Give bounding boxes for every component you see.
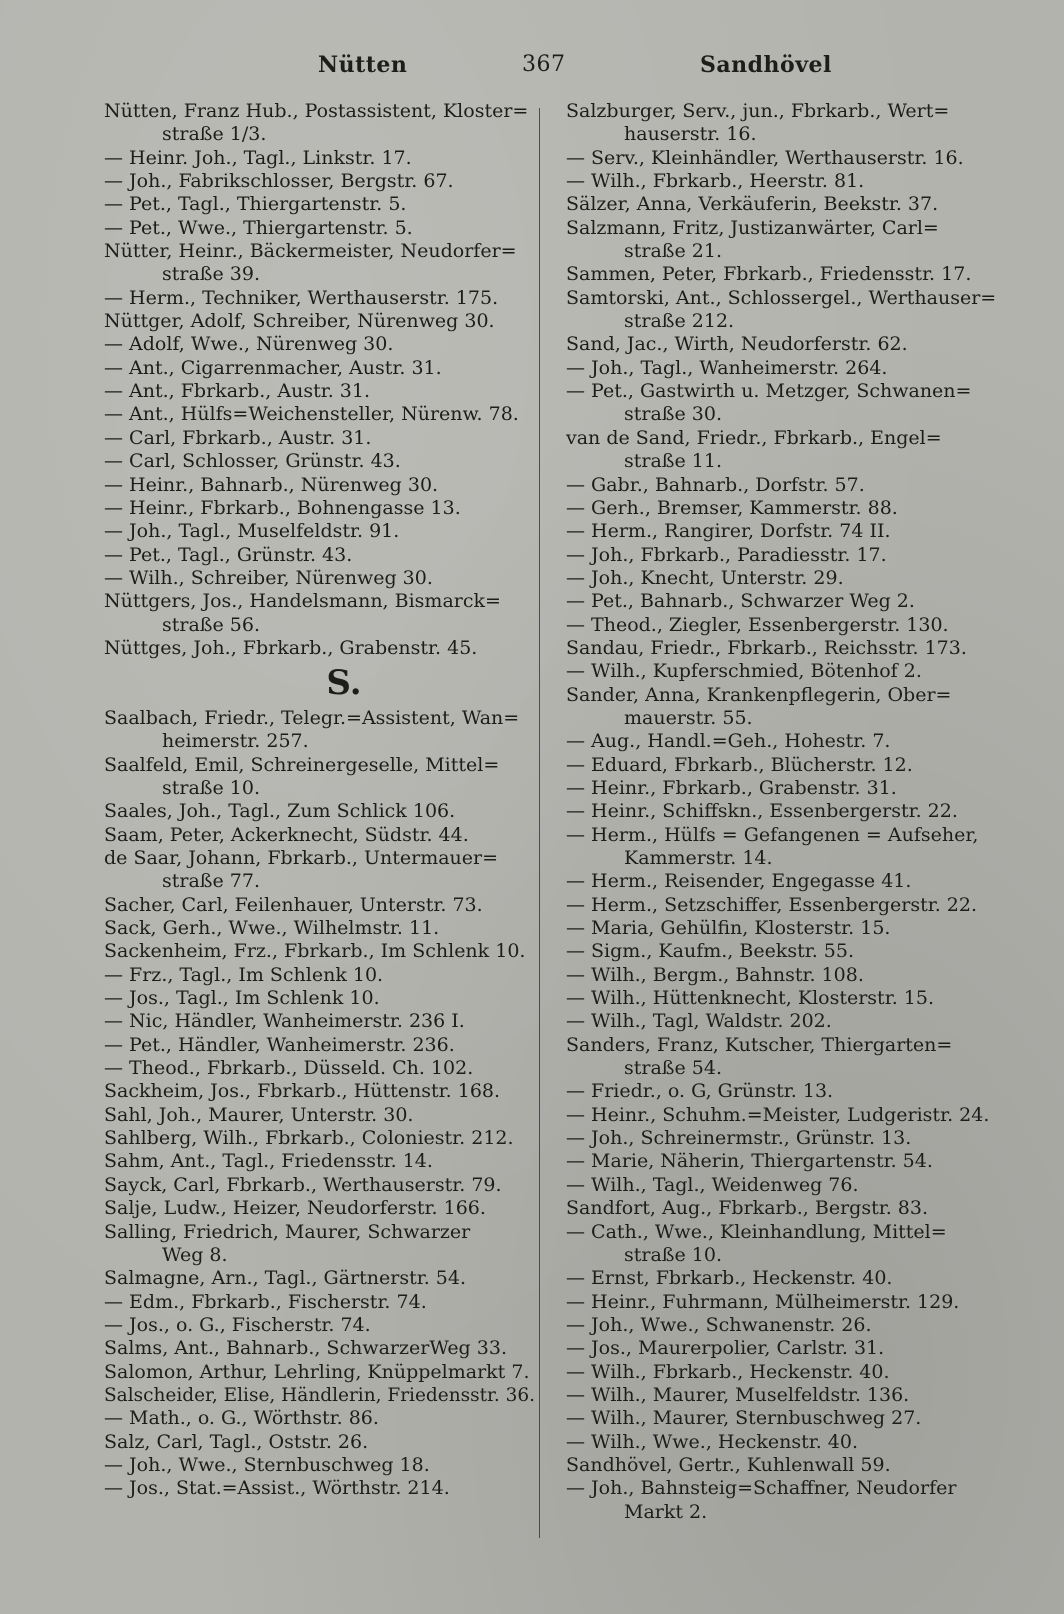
section-letter: S. [326,663,362,704]
directory-entry: Sacher, Carl, Feilenhauer, Unterstr. 73. [104,893,483,916]
directory-entry: Sand, Jac., Wirth, Neudorferstr. 62. [566,333,908,356]
directory-entry: — Joh., Wwe., Schwanenstr. 26. [566,1313,872,1336]
directory-entry: — Jos., o. G., Fischerstr. 74. [104,1313,371,1336]
directory-entry: — Herm., Reisender, Engegasse 41. [566,870,912,893]
directory-entry: Nüttger, Adolf, Schreiber, Nürenweg 30. [104,310,495,333]
directory-entry: — Joh., Fbrkarb., Paradiesstr. 17. [566,543,887,566]
directory-entry: — Heinr., Schiffskn., Essenbergerstr. 22. [566,800,958,823]
directory-entry: — Wilh., Tagl, Waldstr. 202. [566,1010,832,1033]
directory-entry: Salmagne, Arn., Tagl., Gärtnerstr. 54. [104,1267,466,1290]
directory-entry: — Ant., Cigarrenmacher, Austr. 31. [104,356,442,379]
directory-entry: — Gabr., Bahnarb., Dorfstr. 57. [566,473,865,496]
directory-entry: Salomon, Arthur, Lehrling, Knüppelmarkt 7. [104,1360,530,1383]
directory-entry: Salje, Ludw., Heizer, Neudorferstr. 166. [104,1197,486,1220]
header-right-keyword: Sandhövel [700,52,832,78]
directory-entry: — Wilh., Bergm., Bahnstr. 108. [566,963,864,986]
directory-entry: Saales, Joh., Tagl., Zum Schlick 106. [104,800,456,823]
directory-entry: Sammen, Peter, Fbrkarb., Friedensstr. 17. [566,263,972,286]
directory-entry: van de Sand, Friedr., Fbrkarb., Engel= straße 11. [566,426,942,473]
directory-entry: — Joh., Tagl., Muselfeldstr. 91. [104,520,400,543]
directory-entry: — Wilh., Maurer, Muselfeldstr. 136. [566,1383,910,1406]
directory-entry: — Heinr., Fbrkarb., Bohnengasse 13. [104,496,461,519]
directory-entry: — Math., o. G., Wörthstr. 86. [104,1407,379,1430]
directory-entry: — Adolf, Wwe., Nürenweg 30. [104,333,394,356]
directory-entry: — Serv., Kleinhändler, Werthauserstr. 16. [566,146,964,169]
directory-entry: Sälzer, Anna, Verkäuferin, Beekstr. 37. [566,193,939,216]
page-header [0,46,1064,86]
directory-entry: — Joh., Fabrikschlosser, Bergstr. 67. [104,170,454,193]
directory-entry: — Aug., Handl.=Geh., Hohestr. 7. [566,730,891,753]
directory-entry: — Wilh., Schreiber, Nürenweg 30. [104,566,433,589]
directory-entry: — Friedr., o. G, Grünstr. 13. [566,1080,834,1103]
directory-entry: Salzmann, Fritz, Justizanwärter, Carl= straße 21. [566,216,939,263]
directory-entry: Nüttgers, Jos., Handelsmann, Bismarck= straße 56. [104,590,501,636]
directory-entry: — Wilh., Kupferschmied, Bötenhof 2. [566,660,922,683]
directory-entry: Saam, Peter, Ackerknecht, Südstr. 44. [104,823,469,846]
directory-entry: — Heinr., Fuhrmann, Mülheimerstr. 129. [566,1290,960,1313]
left-column [104,100,544,1501]
directory-entry: — Cath., Wwe., Kleinhandlung, Mittel= straße 10. [566,1220,947,1266]
directory-entry: Sahm, Ant., Tagl., Friedensstr. 14. [104,1150,433,1173]
directory-entry: — Carl, Schlosser, Grünstr. 43. [104,450,401,473]
directory-entry: Sahl, Joh., Maurer, Unterstr. 30. [104,1103,414,1126]
page-number: 367 [522,52,566,77]
directory-entry: — Wilh., Fbrkarb., Heerstr. 81. [566,170,865,193]
header-left-keyword: Nütten [318,52,408,78]
directory-entry: Nütten, Franz Hub., Postassistent, Kloster= straße 1/3. [104,100,529,146]
directory-entry: — Pet., Wwe., Thiergartenstr. 5. [104,216,413,239]
directory-entry: — Theod., Ziegler, Essenbergerstr. 130. [566,613,949,636]
directory-entry: Saalbach, Friedr., Telegr.=Assistent, Wan= heimerstr. 257. [104,706,520,753]
directory-entry: — Ernst, Fbrkarb., Heckenstr. 40. [566,1267,893,1290]
directory-entry: — Jos., Maurerpolier, Carlstr. 31. [566,1337,885,1360]
directory-entry: — Pet., Tagl., Thiergartenstr. 5. [104,193,407,216]
directory-entry: — Joh., Tagl., Wanheimerstr. 264. [566,356,888,379]
directory-entry: — Joh., Schreinermstr., Grünstr. 13. [566,1127,912,1150]
directory-entry: Sayck, Carl, Fbrkarb., Werthauserstr. 79. [104,1173,502,1196]
directory-entry: — Joh., Bahnsteig=Schaffner, Neudorfer Markt 2. [566,1477,957,1523]
directory-entry: — Wilh., Wwe., Heckenstr. 40. [566,1430,859,1453]
directory-entry: — Jos., Stat.=Assist., Wörthstr. 214. [104,1477,450,1500]
directory-entry: Salling, Friedrich, Maurer, Schwarzer Weg 8. [104,1220,471,1266]
directory-entry: — Herm., Hülfs = Gefangenen = Aufseher, Kammerstr. 14. [566,823,979,869]
directory-entry: — Jos., Tagl., Im Schlenk 10. [104,987,380,1010]
directory-entry: — Eduard, Fbrkarb., Blücherstr. 12. [566,753,913,776]
directory-entry: — Heinr. Joh., Tagl., Linkstr. 17. [104,146,412,169]
directory-entry: — Sigm., Kaufm., Beekstr. 55. [566,940,854,963]
directory-entry: — Pet., Tagl., Grünstr. 43. [104,543,353,566]
directory-entry: — Herm., Rangirer, Dorfstr. 74 II. [566,520,891,543]
directory-entry: — Joh., Knecht, Unterstr. 29. [566,566,844,589]
directory-entry: Samtorski, Ant., Schlossergel., Werthauser= straße 212. [566,286,997,333]
directory-entry: — Joh., Wwe., Sternbuschweg 18. [104,1453,430,1476]
directory-entry: Sander, Anna, Krankenpflegerin, Ober= mauerstr. 55. [566,683,952,729]
directory-entry: — Pet., Gastwirth u. Metzger, Schwanen= straße 30. [566,380,972,426]
column-divider [539,108,540,1538]
directory-entry: de Saar, Johann, Fbrkarb., Untermauer= straße 77. [104,847,499,893]
directory-entry: — Ant., Fbrkarb., Austr. 31. [104,380,371,403]
directory-entry: Nütter, Heinr., Bäckermeister, Neudorfer= straße 39. [104,240,517,286]
directory-entry: Salzburger, Serv., jun., Fbrkarb., Wert= hauserstr. 16. [566,100,950,146]
directory-entry: Nüttges, Joh., Fbrkarb., Grabenstr. 45. [104,636,478,659]
directory-entry: Sanders, Franz, Kutscher, Thiergarten= straße 54. [566,1033,953,1080]
directory-entry: — Wilh., Tagl., Weidenweg 76. [566,1173,859,1196]
directory-entry: — Wilh., Hüttenknecht, Klosterstr. 15. [566,987,934,1010]
directory-entry: — Marie, Näherin, Thiergartenstr. 54. [566,1150,933,1173]
directory-entry: — Herm., Techniker, Werthauserstr. 175. [104,286,499,309]
directory-entry: Sackheim, Jos., Fbrkarb., Hüttenstr. 168. [104,1080,501,1103]
directory-entry: Sandhövel, Gertr., Kuhlenwall 59. [566,1453,891,1476]
directory-entry: — Heinr., Bahnarb., Nürenweg 30. [104,473,439,496]
directory-entry: Salms, Ant., Bahnarb., SchwarzerWeg 33. [104,1337,507,1360]
directory-entry: Sandfort, Aug., Fbrkarb., Bergstr. 83. [566,1197,929,1220]
directory-entry: — Heinr., Schuhm.=Meister, Ludgeristr. 24. [566,1103,990,1126]
directory-entry: — Wilh., Fbrkarb., Heckenstr. 40. [566,1360,890,1383]
directory-entry: Salscheider, Elise, Händlerin, Friedensstr. 36. [104,1384,536,1406]
directory-entry: — Theod., Fbrkarb., Düsseld. Ch. 102. [104,1057,474,1080]
directory-entry: — Pet., Bahnarb., Schwarzer Weg 2. [566,590,915,613]
directory-entry: — Herm., Setzschiffer, Essenbergerstr. 22. [566,893,978,916]
directory-entry: — Edm., Fbrkarb., Fischerstr. 74. [104,1290,427,1313]
directory-entry: — Nic, Händler, Wanheimerstr. 236 I. [104,1010,465,1033]
directory-entry: — Frz., Tagl., Im Schlenk 10. [104,963,384,986]
directory-entry: — Ant., Hülfs=Weichensteller, Nürenw. 78. [104,403,519,426]
right-column [566,100,1006,1524]
directory-entry: Saalfeld, Emil, Schreinergeselle, Mittel= straße 10. [104,753,500,799]
directory-entry: Sack, Gerh., Wwe., Wilhelmstr. 11. [104,917,440,940]
directory-entry: — Carl, Fbrkarb., Austr. 31. [104,426,372,449]
directory-entry: Sandau, Friedr., Fbrkarb., Reichsstr. 173. [566,636,967,659]
directory-entry: Sackenheim, Frz., Fbrkarb., Im Schlenk 10. [104,940,526,963]
directory-entry: — Pet., Händler, Wanheimerstr. 236. [104,1033,455,1056]
directory-entry: — Gerh., Bremser, Kammerstr. 88. [566,496,898,519]
directory-entry: Sahlberg, Wilh., Fbrkarb., Coloniestr. 212. [104,1127,514,1150]
directory-entry: — Maria, Gehülfin, Klosterstr. 15. [566,917,891,940]
directory-entry: Salz, Carl, Tagl., Oststr. 26. [104,1430,369,1453]
directory-entry: — Wilh., Maurer, Sternbuschweg 27. [566,1407,922,1430]
directory-entry: — Heinr., Fbrkarb., Grabenstr. 31. [566,776,897,799]
